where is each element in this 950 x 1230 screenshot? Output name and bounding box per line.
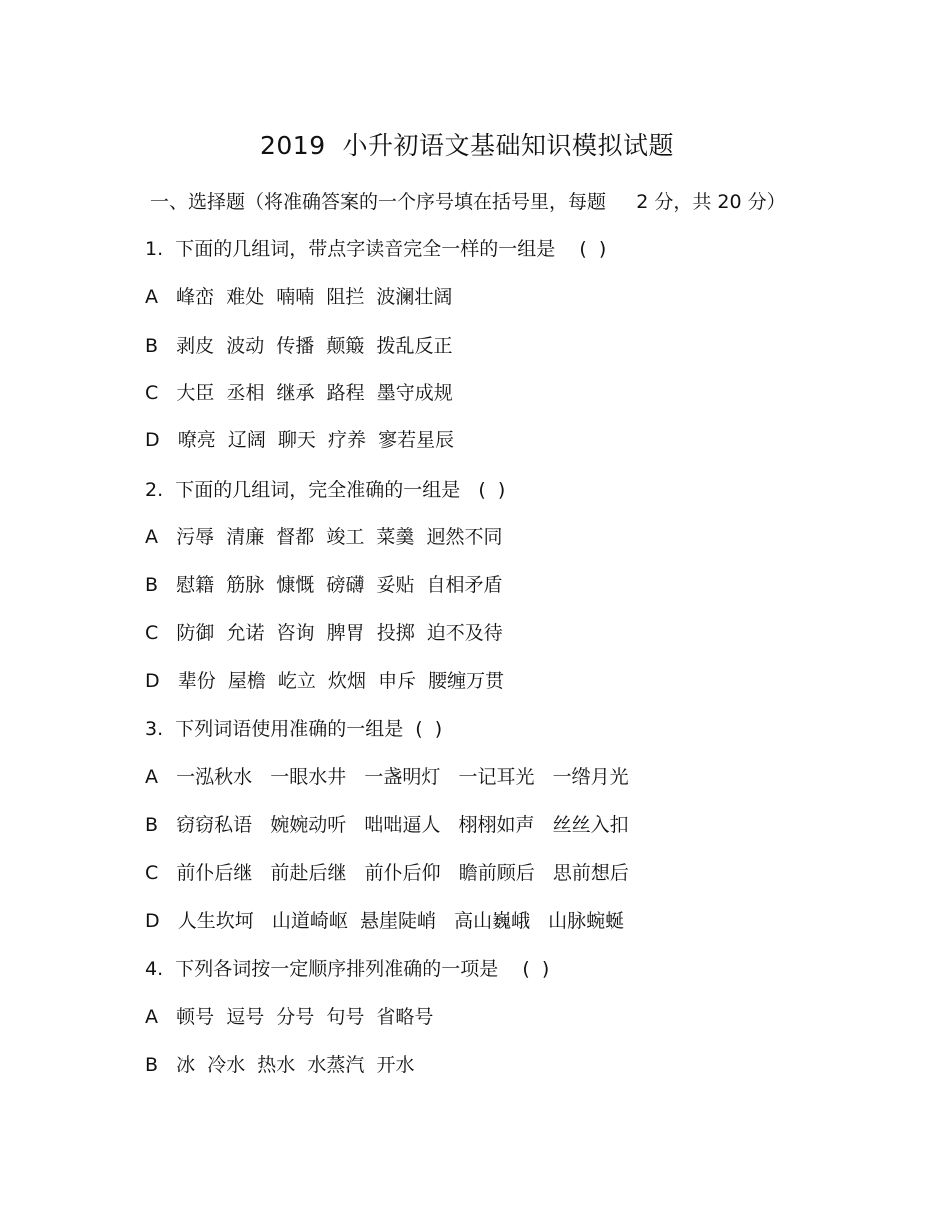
option-3a: A 一泓秋水 一眼水井 一盏明灯 一记耳光 一绺月光: [145, 766, 629, 788]
option-2a: A 污辱 清廉 督都 竣工 菜羹 迥然不同: [145, 526, 503, 548]
option-4b: B 冰 冷水 热水 水蒸汽 开水: [145, 1054, 415, 1076]
option-4a: A 顿号 逗号 分号 句号 省略号: [145, 1006, 434, 1028]
option-3d: D 人生坎坷 山道崎岖 悬崖陡峭 高山巍峨 山脉蜿蜒: [145, 910, 625, 932]
question-4: 4. 下列各词按一定顺序排列准确的一项是 ( ): [145, 958, 550, 980]
option-3b: B 窃窃私语 婉婉动听 咄咄逼人 栩栩如声 丝丝入扣: [145, 814, 629, 836]
option-3c: C 前仆后继 前赴后继 前仆后仰 瞻前顾后 思前想后: [145, 862, 629, 884]
option-1c: C 大臣 丞相 继承 路程 墨守成规: [145, 382, 453, 404]
page-title: 2019 小升初语文基础知识模拟试题: [259, 131, 675, 160]
option-2c: C 防御 允诺 咨询 脾胃 投掷 迫不及待: [145, 622, 503, 644]
section-heading: 一、选择题（将准确答案的一个序号填在括号里，每题 2 分，共 20 分）: [150, 191, 786, 213]
option-1a: A 峰峦 难处 喃喃 阻拦 波澜壮阔: [145, 286, 453, 308]
option-1b: B 剥皮 波动 传播 颠簸 拨乱反正: [145, 335, 453, 357]
option-2d: D 辈份 屋檐 屹立 炊烟 申斥 腰缠万贯: [145, 670, 505, 692]
option-1d: D 嘹亮 辽阔 聊天 疗养 寥若星辰: [145, 429, 455, 451]
question-1: 1. 下面的几组词，带点字读音完全一样的一组是 ( ): [145, 238, 607, 260]
option-2b: B 慰籍 筋脉 慷慨 磅礴 妥贴 自相矛盾: [145, 574, 503, 596]
question-3: 3. 下列词语使用准确的一组是 ( ): [145, 718, 443, 740]
question-2: 2. 下面的几组词，完全准确的一组是 ( ): [145, 479, 506, 501]
